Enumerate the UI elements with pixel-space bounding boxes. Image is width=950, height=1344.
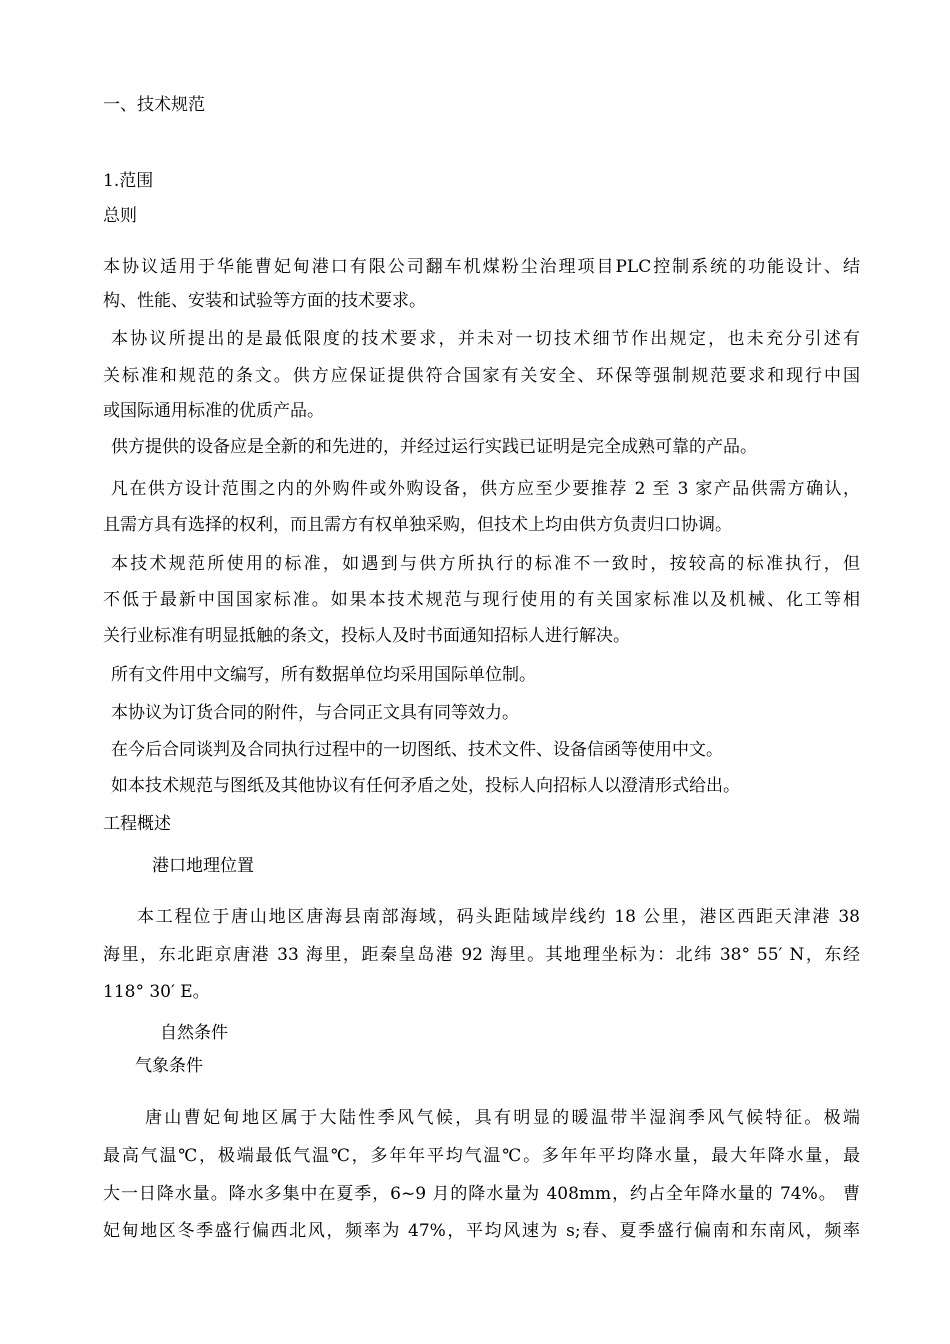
paragraph-line: 在今后合同谈判及合同执行过程中的一切图纸、技术文件、设备信函等使用中文。 xyxy=(111,740,723,760)
natural-conditions-heading: 自然条件 xyxy=(160,1023,228,1043)
paragraph-line: 本协议所提出的是最低限度的技术要求，并未对一切技术细节作出规定，也未充分引述有 xyxy=(111,329,860,349)
paragraph-line: 凡在供方设计范围之内的外购件或外购设备，供方应至少要推荐 2 至 3 家产品供需方确认， xyxy=(111,479,860,499)
paragraph-line: 唐山曹妃甸地区属于大陆性季风气候，具有明显的暖温带半湿润季风气候特征。极端 xyxy=(145,1108,860,1128)
paragraph-line: 118° 30′ E。 xyxy=(103,982,210,1002)
scope-heading: 1.范围 xyxy=(103,171,154,191)
paragraph-line: 构、性能、安装和试验等方面的技术要求。 xyxy=(103,291,426,311)
paragraph-line: 本技术规范所使用的标准，如遇到与供方所执行的标准不一致时，按较高的标准执行，但 xyxy=(111,554,860,574)
paragraph-line: 不低于最新中国国家标准。如果本技术规范与现行使用的有关国家标准以及机械、化工等相 xyxy=(103,590,860,610)
paragraph-line: 供方提供的设备应是全新的和先进的，并经过运行实践已证明是完全成熟可靠的产品。 xyxy=(111,437,757,457)
weather-conditions-heading: 气象条件 xyxy=(135,1056,203,1076)
paragraph-line: 关标准和规范的条文。供方应保证提供符合国家有关安全、环保等强制规范要求和现行中国 xyxy=(103,366,860,386)
paragraph-line: 本协议适用于华能曹妃甸港口有限公司翻车机煤粉尘治理项目PLC控制系统的功能设计、结 xyxy=(103,257,860,277)
general-subheading: 总则 xyxy=(103,206,137,226)
paragraph-line: 海里，东北距京唐港 33 海里，距秦皇岛港 92 海里。其地理坐标为：北纬 38° 55′ N，东经 xyxy=(103,945,860,965)
location-heading: 港口地理位置 xyxy=(152,856,254,876)
paragraph-line: 大一日降水量。降水多集中在夏季，6~9 月的降水量为 408mm，约占全年降水量的 74%。 曹 xyxy=(103,1184,860,1204)
paragraph-line: 如本技术规范与图纸及其他协议有任何矛盾之处，投标人向招标人以澄清形式给出。 xyxy=(111,776,740,796)
paragraph-line: 所有文件用中文编写，所有数据单位均采用国际单位制。 xyxy=(111,665,536,685)
overview-heading: 工程概述 xyxy=(103,814,171,834)
paragraph-line: 最高气温℃，极端最低气温℃，多年年平均气温℃。多年年平均降水量，最大年降水量，最 xyxy=(103,1146,860,1166)
paragraph-line: 或国际通用标准的优质产品。 xyxy=(103,401,324,421)
paragraph-line: 妃甸地区冬季盛行偏西北风，频率为 47%，平均风速为 s;春、夏季盛行偏南和东南风，频率 xyxy=(103,1221,860,1241)
paragraph-line: 关行业标准有明显抵触的条文，投标人及时书面通知招标人进行解决。 xyxy=(103,626,630,646)
section-heading: 一、技术规范 xyxy=(103,95,205,115)
paragraph-line: 本工程位于唐山地区唐海县南部海域，码头距陆域岸线约 18 公里，港区西距天津港 38 xyxy=(137,907,860,927)
paragraph-line: 本协议为订货合同的附件，与合同正文具有同等效力。 xyxy=(111,703,519,723)
paragraph-line: 且需方具有选择的权利，而且需方有权单独采购，但技术上均由供方负责归口协调。 xyxy=(103,515,732,535)
